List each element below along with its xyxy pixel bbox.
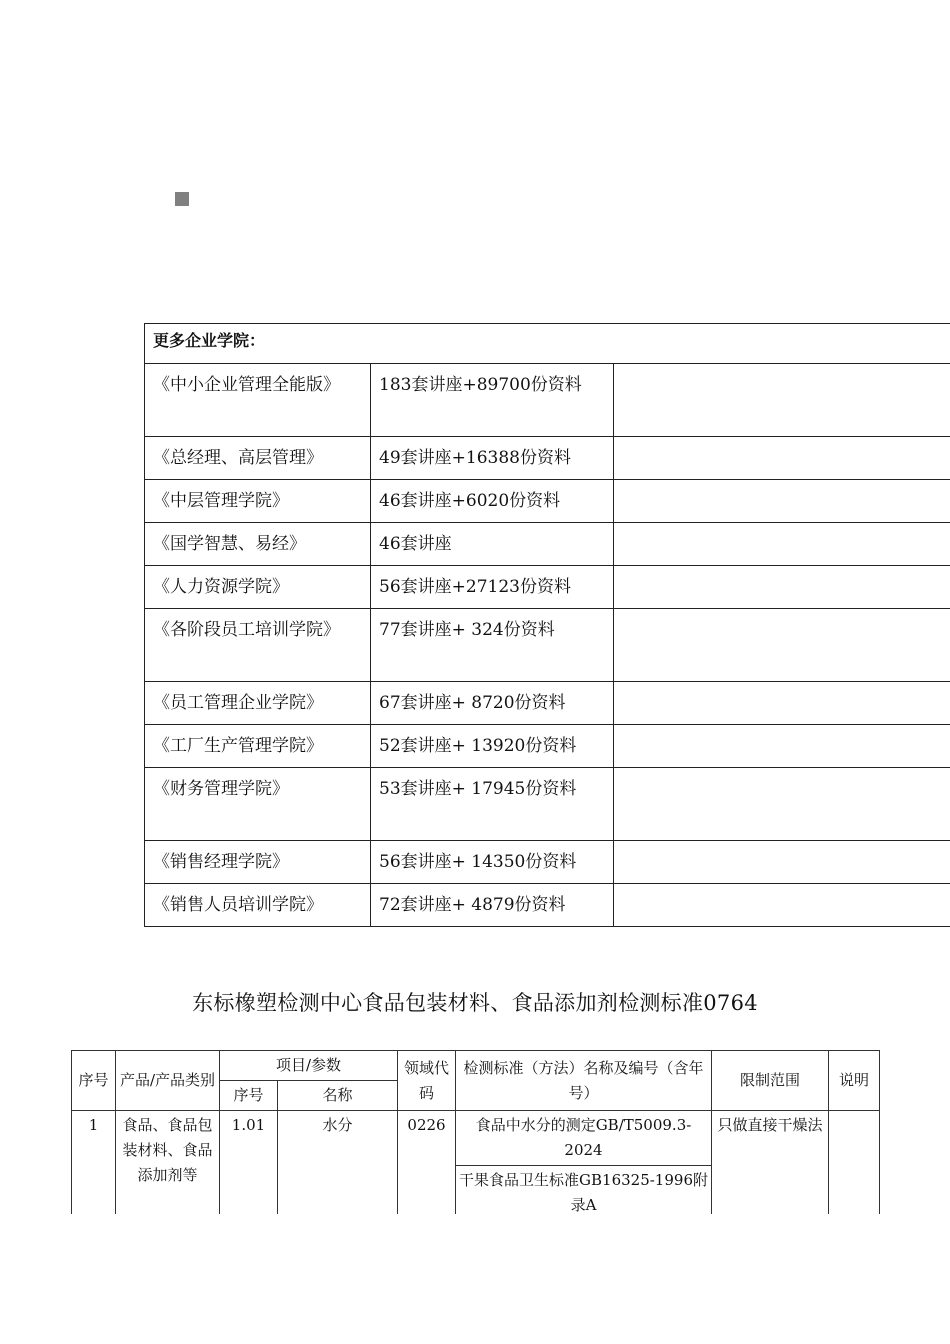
academy-name: 《销售人员培训学院》 (145, 884, 371, 927)
header-item-param: 项目/参数 (220, 1051, 398, 1081)
more-academies-heading: 更多企业学院： (145, 324, 950, 364)
header-limit: 限制范围 (712, 1051, 829, 1111)
academy-name: 《财务管理学院》 (145, 768, 371, 841)
academy-blank (614, 841, 950, 884)
header-domain-code: 领域代码 (398, 1051, 456, 1111)
academy-name: 《中层管理学院》 (145, 480, 371, 523)
row-limit: 只做直接干燥法 (712, 1111, 829, 1221)
academy-desc: 46套讲座 (371, 523, 614, 566)
academy-desc: 52套讲座+ 13920份资料 (371, 725, 614, 768)
table-row (72, 1111, 880, 1166)
bullet-square-icon (175, 192, 189, 206)
row-standard: 干果食品卫生标准GB16325-1996附录A (456, 1166, 712, 1221)
document-title: 东标橡塑检测中心食品包装材料、食品添加剂检测标准0764 (192, 991, 758, 1015)
academy-name: 《销售经理学院》 (145, 841, 371, 884)
academy-blank (614, 609, 950, 682)
academy-desc: 53套讲座+ 17945份资料 (371, 768, 614, 841)
table-row (145, 725, 950, 768)
row-item-seq: 1.01 (220, 1111, 278, 1221)
academy-desc: 77套讲座+ 324份资料 (371, 609, 614, 682)
table-row (145, 364, 950, 437)
academy-blank (614, 682, 950, 725)
academy-name: 《员工管理企业学院》 (145, 682, 371, 725)
academy-desc: 56套讲座+27123份资料 (371, 566, 614, 609)
header-product: 产品/产品类别 (116, 1051, 220, 1111)
row-item-name: 水分 (278, 1111, 398, 1221)
academy-blank (614, 523, 950, 566)
academy-name: 《总经理、高层管理》 (145, 437, 371, 480)
academy-desc: 67套讲座+ 8720份资料 (371, 682, 614, 725)
academy-desc: 183套讲座+89700份资料 (371, 364, 614, 437)
table-row (145, 768, 950, 841)
academy-desc: 46套讲座+6020份资料 (371, 480, 614, 523)
academy-blank (614, 884, 950, 927)
table-row (145, 884, 950, 927)
row-domain-code: 0226 (398, 1111, 456, 1221)
academy-blank (614, 725, 950, 768)
header-seq: 序号 (72, 1051, 116, 1111)
header-item-seq: 序号 (220, 1081, 278, 1111)
academy-desc: 72套讲座+ 4879份资料 (371, 884, 614, 927)
page-bottom-margin (0, 1214, 950, 1344)
academy-blank (614, 768, 950, 841)
row-product: 食品、食品包装材料、食品添加剂等 (116, 1111, 220, 1221)
table-row (145, 480, 950, 523)
academy-desc: 56套讲座+ 14350份资料 (371, 841, 614, 884)
academy-desc: 49套讲座+16388份资料 (371, 437, 614, 480)
academy-name: 《国学智慧、易经》 (145, 523, 371, 566)
table-row (145, 566, 950, 609)
table-row (145, 682, 950, 725)
academy-name: 《中小企业管理全能版》 (145, 364, 371, 437)
row-standard: 食品中水分的测定GB/T5009.3-2024 (456, 1111, 712, 1166)
table-row (145, 841, 950, 884)
table-row (145, 609, 950, 682)
table-header-row (72, 1051, 880, 1081)
table-row (145, 523, 950, 566)
academy-blank (614, 437, 950, 480)
header-standard: 检测标准（方法）名称及编号（含年号） (456, 1051, 712, 1111)
academy-name: 《工厂生产管理学院》 (145, 725, 371, 768)
academy-blank (614, 480, 950, 523)
academy-blank (614, 566, 950, 609)
academy-blank (614, 364, 950, 437)
header-note: 说明 (829, 1051, 880, 1111)
row-seq: 1 (72, 1111, 116, 1221)
standards-table (71, 1050, 880, 1221)
academy-name: 《人力资源学院》 (145, 566, 371, 609)
row-note (829, 1111, 880, 1221)
header-item-name: 名称 (278, 1081, 398, 1111)
table-row (145, 437, 950, 480)
more-academies-table (144, 323, 950, 927)
academy-name: 《各阶段员工培训学院》 (145, 609, 371, 682)
